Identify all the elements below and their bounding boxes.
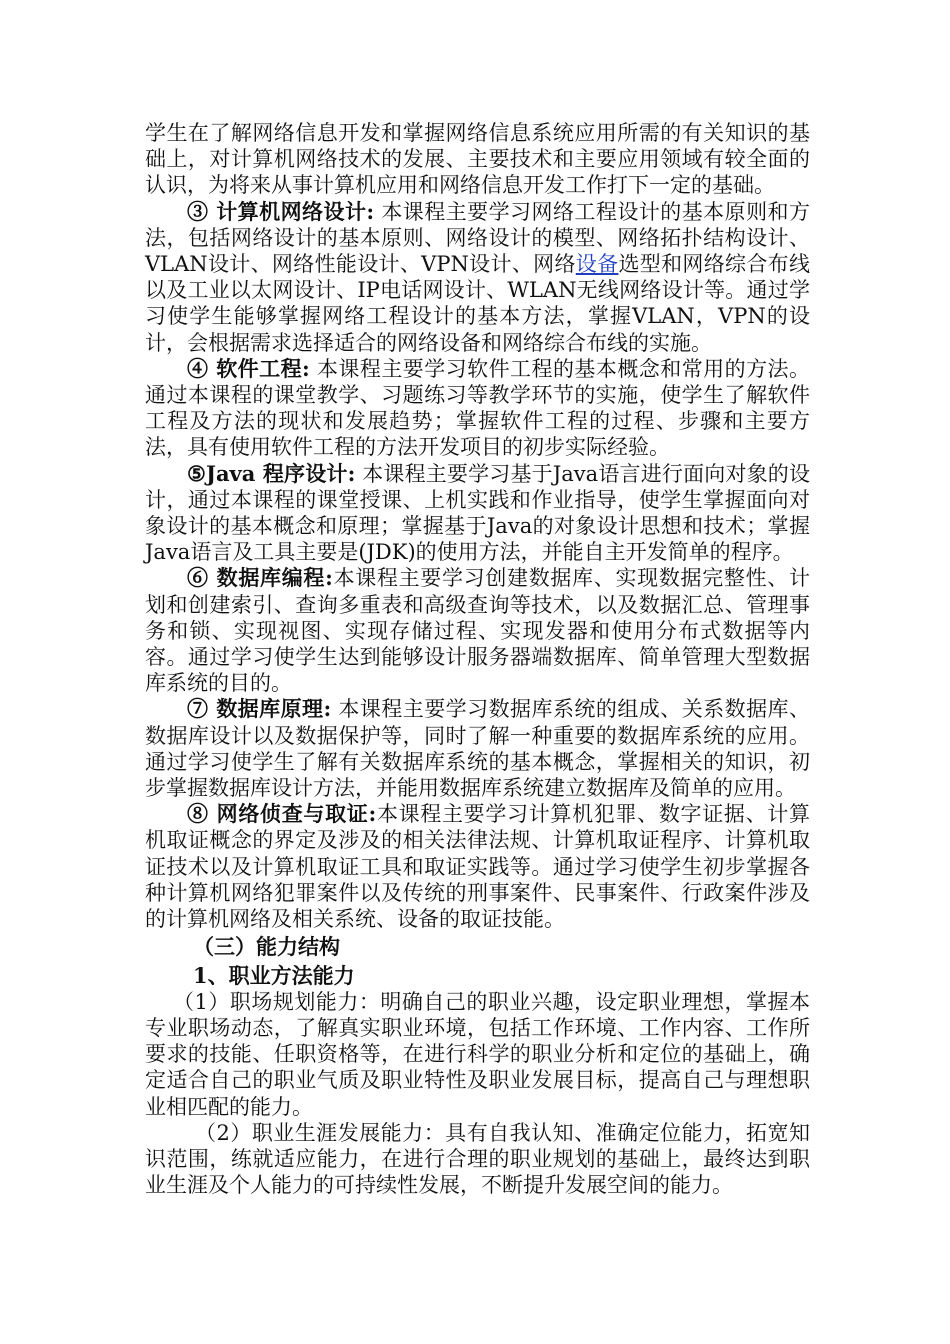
course-text: 本课程主要学习数据库系统的组成、关系数据库、数据库设计以及数据保护等，同时了解一种重要的数据库系统的应用。通过学习使学生了解有关数据库系统的基本概念，掌握相关的知识，初步掌握数据库设计方法，并能用数据库系统建立数据库及简单的应用。 bbox=[145, 697, 810, 801]
course-network-forensics bbox=[145, 801, 810, 932]
course-text: 本课程主要学习基于Java语言进行面向对象的设计，通过本课程的课堂授课、上机实践和作业指导，使学生掌握面向对象设计的基本概念和原理；掌握基于Java的对象设计思想和技术；掌握Java语言及工具主要是(JDK)的使用方法，并能自主开发简单的程序。 bbox=[145, 461, 810, 565]
course-text-continued: 选型和网络综合布线以及工业以太网设计、IP电话网设计、WLAN无线网络设计等。通过学习使学生能够掌握网络工程设计的基本方法，掌握VLAN，VPN的设计，会根据需求选择适合的网络设备和网络综合布线的实施。 bbox=[145, 252, 811, 355]
course-heading: ④ 软件工程: bbox=[187, 355, 310, 381]
career-development-paragraph: （2）职业生涯发展能力：具有自我认知、准确定位能力，拓宽知识范围，练就适应能力，在进行合理的职业规划的基础上，最终达到职业生涯及个人能力的可持续性发展，不断提升发展空间的能力。 bbox=[145, 1120, 810, 1198]
course-heading: ⑦ 数据库原理: bbox=[187, 696, 332, 722]
course-text: 本课程主要学习软件工程的基本概念和常用的方法。通过本课程的课堂教学、习题练习等教学环节的实施，使学生了解软件工程及方法的现状和发展趋势；掌握软件工程的过程、步骤和主要方法，具有使用软件工程的方法开发项目的初步实际经验。 bbox=[145, 356, 810, 460]
course-software-engineering bbox=[145, 356, 810, 461]
course-text: 本课程主要学习计算机犯罪、数字证据、计算机取证概念的界定及涉及的相关法律法规、计算机取证程序、计算机取证技术以及计算机取证工具和取证实践等。通过学习使学生初步掌握各种计算机网络犯罪案件以及传统的刑事案件、民事案件、行政案件涉及的计算机网络及相关系统、设备的取证技能。 bbox=[145, 802, 810, 932]
course-network-design bbox=[145, 199, 810, 356]
subsection-title: 1、职业方法能力 bbox=[193, 962, 355, 988]
course-heading: ⑤Java 程序设计: bbox=[187, 460, 356, 486]
course-database-principles bbox=[145, 696, 810, 801]
course-database-programming bbox=[145, 565, 810, 696]
course-heading: ⑥ 数据库编程: bbox=[187, 565, 333, 591]
intro-paragraph: 学生在了解网络信息开发和掌握网络信息系统应用所需的有关知识的基础上，对计算机网络技术的发展、主要技术和主要应用领域有较全面的认识，为将来从事计算机应用和网络信息开发工作打下一定的基础。 bbox=[145, 121, 810, 198]
document-page bbox=[145, 120, 810, 1198]
course-text: 本课程主要学习创建数据库、实现数据完整性、计划和创建索引、查询多重表和高级查询等技术，以及数据汇总、管理事务和锁、实现视图、实现存储过程、实现发器和使用分布式数据等内容。通过学习使学生达到能够设计服务器端数据库、简单管理大型数据库系统的目的。 bbox=[145, 566, 810, 696]
career-planning-paragraph: （1）职场规划能力：明确自己的职业兴趣，设定职业理想，掌握本专业职场动态，了解真实职业环境，包括工作环境、工作内容、工作所要求的技能、任职资格等，在进行科学的职业分析和定位的基础上，确定适合自己的职业气质及职业特性及职业发展目标，提高自己与理想职业相匹配的能力。 bbox=[145, 989, 810, 1119]
course-java-programming bbox=[145, 461, 810, 566]
section-title: （三）能力结构 bbox=[193, 934, 340, 960]
course-heading: ③ 计算机网络设计: bbox=[187, 198, 375, 224]
course-text: 本课程主要学习网络工程设计的基本原则和方法，包括网络设计的基本原则、网络设计的模型、网络拓扑结构设计、VLAN设计、网络性能设计、VPN设计、网络 bbox=[145, 199, 810, 277]
course-heading: ⑧ 网络侦查与取证: bbox=[187, 801, 377, 827]
equipment-link[interactable]: 设备 bbox=[575, 252, 619, 277]
